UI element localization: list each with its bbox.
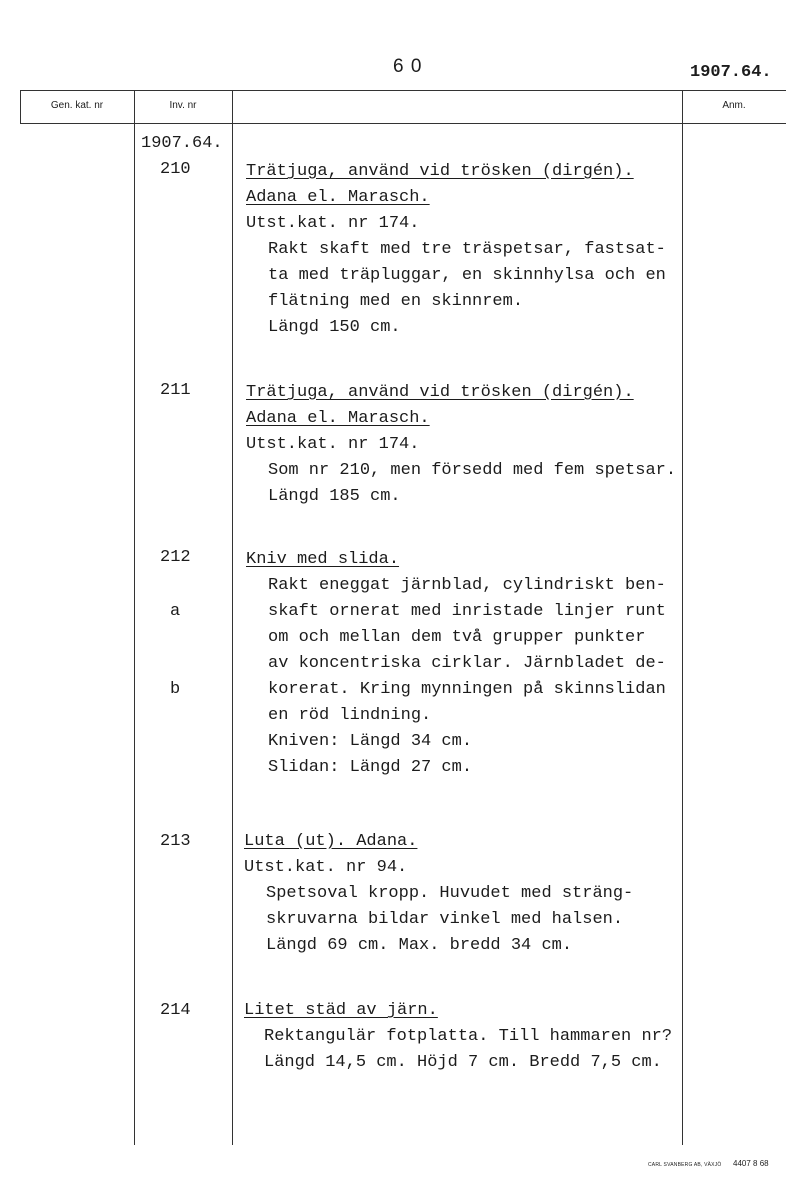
printer-mark: CARL SVANBERG AB, VÄXJÖ [648,1162,722,1168]
form-code: 4407 8 68 [733,1159,769,1168]
entry-origin: Adana el. Marasch. [246,409,430,428]
column-divider-text-anm [682,90,683,1145]
inv-number: 213 [160,832,191,851]
entry-description-line: flätning med en skinnrem. [268,292,524,311]
entry-description-line: skaft ornerat med inristade linjer runt [268,602,666,621]
inv-sub-label: a [170,602,181,621]
entry-title: Trätjuga, använd vid trösken (dirgén). [246,383,634,402]
entry-description-line: Längd 14,5 cm. Höjd 7 cm. Bredd 7,5 cm. [264,1053,662,1072]
entry-description-line: ta med träpluggar, en skinnhylsa och en [268,266,666,285]
page-number: 6 0 [393,56,423,77]
inv-number: 210 [160,160,191,179]
entry-description-line: Som nr 210, men försedd med fem spetsar. [268,461,677,480]
inv-number: 211 [160,381,191,400]
entry-origin: Adana el. Marasch. [246,188,430,207]
entry-description-line: Rakt eneggat järnblad, cylindriskt ben- [268,576,666,595]
entry-description-line: skruvarna bildar vinkel med halsen. [266,910,624,929]
inv-sub-label: b [170,680,181,699]
entry-description-line: korerat. Kring mynningen på skinnslidan [268,680,666,699]
entry-description-line: av koncentriska cirklar. Järnbladet de- [268,654,666,673]
entry-description-line: Rektangulär fotplatta. Till hammaren nr? [264,1027,673,1046]
entry-catalog-ref: Utst.kat. nr 174. [246,214,420,233]
entry-description-line: Längd 69 cm. Max. bredd 34 cm. [266,936,573,955]
entry-description-line: om och mellan dem två grupper punkter [268,628,646,647]
entry-description-line: Längd 150 cm. [268,318,401,337]
inv-number: 212 [160,548,191,567]
entry-description-line: Slidan: Längd 27 cm. [268,758,473,777]
entry-title: Litet städ av järn. [244,1001,438,1020]
entry-catalog-ref: Utst.kat. nr 174. [246,435,420,454]
entry-description-line: Längd 185 cm. [268,487,401,506]
column-header-inv-nr: Inv. nr [169,100,197,111]
series-number: 1907.64. [141,134,223,153]
column-divider-inv-text [232,90,233,1145]
entry-catalog-ref: Utst.kat. nr 94. [244,858,408,877]
column-divider-gen-inv [134,90,135,1145]
catalog-year-header: 1907.64. [690,63,772,82]
entry-title: Luta (ut). Adana. [244,832,418,851]
entry-title: Kniv med slida. [246,550,400,569]
entry-title: Trätjuga, använd vid trösken (dirgén). [246,162,634,181]
column-header-gen-kat-nr: Gen. kat. nr [50,100,104,111]
inv-number: 214 [160,1001,191,1020]
column-header-anm: Anm. [722,100,746,111]
entry-description-line: Rakt skaft med tre träspetsar, fastsat- [268,240,666,259]
entry-description-line: Kniven: Längd 34 cm. [268,732,473,751]
entry-description-line: en röd lindning. [268,706,432,725]
entry-description-line: Spetsoval kropp. Huvudet med sträng- [266,884,634,903]
